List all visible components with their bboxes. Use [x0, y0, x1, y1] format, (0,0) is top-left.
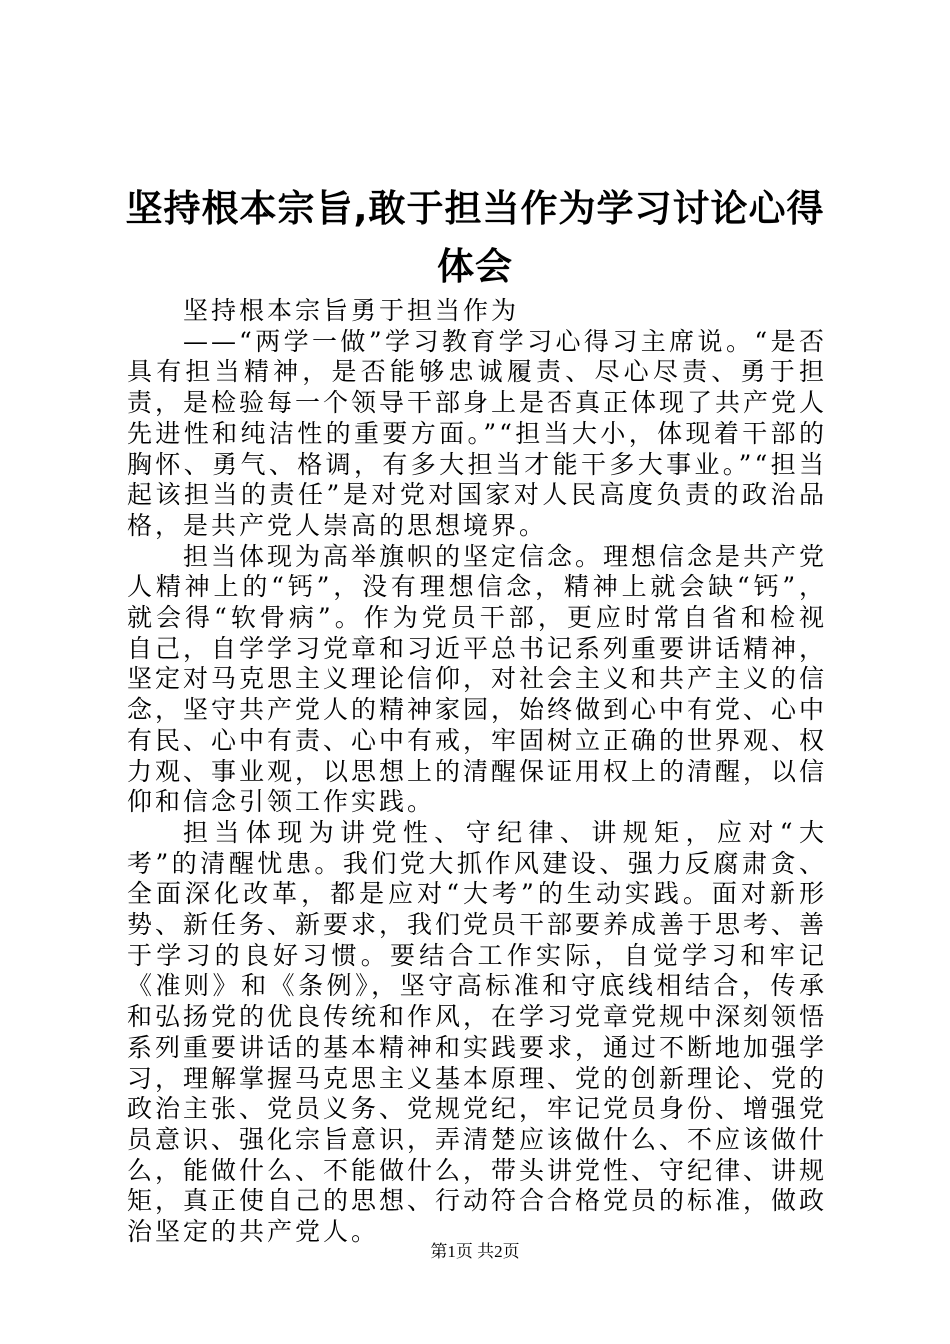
document-body	[127, 296, 827, 1248]
paragraph-discipline: 担当体现为讲党性、守纪律、讲规矩，应对“大考”的清醒忧患。我们党大抓作风建设、强力反腐肃贪、全面深化改革，都是应对“大考”的生动实践。面对新形势、新任务、新要求，我们党员干部要养成善于思考、善于学习的良好习惯。要结合工作实际，自觉学习和牢记《准则》和《条例》，坚守高标准和守底线相结合，传承和弘扬党的优良传统和作风，在学习党章党规中深刻领悟系列重要讲话的基本精神和实践要求，通过不断地加强学习，理解掌握马克思主义基本原理、党的创新理论、党的政治主张、党员义务、党规党纪，牢记党员身份、增强党员意识、强化宗旨意识，弄清楚应该做什么、不应该做什么，能做什么、不能做什么，带头讲党性、守纪律、讲规矩，真正使自己的思想、行动符合合格党员的标准，做政治坚定的共产党人。	[127, 817, 828, 1247]
page-number-footer: 第1页 共2页	[430, 1242, 520, 1261]
document-title: 坚持根本宗旨,敢于担当作为学习讨论心得体会	[125, 187, 825, 288]
paragraph-intro: ——“两学一做”学习教育学习心得习主席说。“是否具有担当精神，是否能够忠诚履责、尽心尽责、勇于担责，是检验每一个领导干部身上是否真正体现了共产党人先进性和纯洁性的重要方面。”“担当大小，体现着干部的胸怀、勇气、格调，有多大担当才能干多大事业。”“担当起该担当的责任”是对党对国家对人民高度负责的政治品格，是共产党人崇高的思想境界。	[127, 326, 828, 540]
document-subtitle: 坚持根本宗旨勇于担当作为	[183, 296, 520, 325]
paragraph-ideals: 担当体现为高举旗帜的坚定信念。理想信念是共产党人精神上的“钙”，没有理想信念，精神上就会缺“钙”，就会得“软骨病”。作为党员干部，更应时常自省和检视自己，自学学习党章和习近平总书记系列重要讲话精神，坚定对马克思主义理论信仰，对社会主义和共产主义的信念，坚守共产党人的精神家园，始终做到心中有党、心中有民、心中有责、心中有戒，牢固树立正确的世界观、权力观、事业观，以思想上的清醒保证用权上的清醒，以信仰和信念引领工作实践。	[127, 541, 828, 817]
